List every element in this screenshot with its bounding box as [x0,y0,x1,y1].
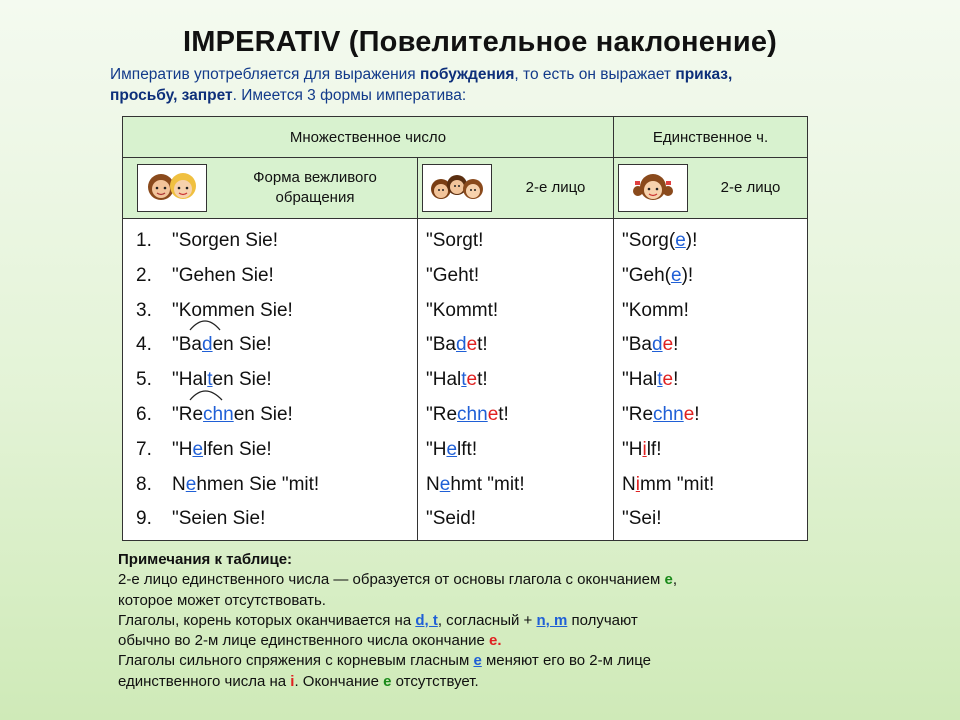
sub-second-singular [614,158,808,219]
note-line: единственного числа на i. Окончание е отсутствует. [118,672,479,690]
list-item: "Helft! [426,438,478,460]
note-line: 2-е лицо единственного числа — образуется от основы глагола с окончанием е, [118,571,677,589]
sub-polite [123,158,418,219]
table-notes [118,550,838,692]
sub-second-plural [418,158,614,219]
list-item: 1. "Sorgen Sie! [136,230,279,251]
notes-heading: Примечания к таблице: [118,551,293,568]
list-item: 4. "Baden Sie! [136,334,272,356]
note-line: обычно во 2-м лице единственного числа окончание е. [118,632,502,650]
list-item: "Rechne! [622,403,700,425]
list-item: "Geht! [426,264,480,286]
note-line: Глаголы сильного спряжения с корневым гласным е меняют его во 2-м лице [118,652,651,670]
list-item: Nehmt "mit! [426,473,525,495]
plural-forms-cell [418,219,614,541]
three-kids-icon [422,164,492,212]
list-item: 5. "Halten Sie! [136,369,272,391]
list-item: "Haltet! [426,369,488,391]
girl-icon [618,164,688,212]
list-item: 3. "Kommen Sie! [136,299,293,321]
polite-forms-list [123,227,417,540]
polite-forms-cell [123,219,418,541]
sub-polite-line2: обращения [275,189,355,206]
list-item: "Komm! [622,299,689,321]
list-item: 8. Nehmen Sie "mit! [136,473,320,495]
family-couple-icon [137,164,207,212]
list-item: "Bade! [622,334,679,356]
list-item: 6. "Rechnen Sie! [136,403,293,425]
sub-second-plural-label: 2-е лицо [525,179,586,196]
list-item: Nimm "mit! [622,473,715,495]
list-item: "Badet! [426,334,488,356]
list-item: 2. "Gehen Sie! [136,264,274,286]
list-item: "Sorg(e)! [622,230,698,251]
list-item: "Sei! [622,508,662,530]
intro-text: Императив употребляется для выражения побуждения, то есть он выражает приказ, просьбу, запрет. Имеется 3 формы императива: [110,66,733,104]
list-item: "Halte! [622,369,679,391]
singular-forms-list [614,227,807,540]
page-title: IMPERATIV (Повелительное наклонение) [182,26,778,58]
imperative-table [122,116,808,541]
sub-second-singular-label: 2-е лицо [720,179,781,196]
note-line: которое может отсутствовать. [118,591,326,609]
sub-polite-line1: Форма вежливого [253,169,377,186]
header-singular: Единственное ч. [614,117,808,158]
plural-forms-list [418,227,613,540]
list-item: "Rechnet! [426,403,509,425]
singular-forms-cell [614,219,808,541]
list-item: "Sorgt! [426,230,484,251]
list-item: 9. "Seien Sie! [136,508,266,530]
list-item: "Hilf! [622,438,662,460]
list-item: "Seid! [426,508,477,530]
list-item: 7. "Helfen Sie! [136,438,272,460]
list-item: "Kommt! [426,299,499,321]
list-item: "Geh(e)! [622,264,694,286]
header-plural: Множественное число [123,117,614,158]
note-line: Глаголы, корень которых оканчивается на d, t, согласный + n, m получают [118,611,638,629]
